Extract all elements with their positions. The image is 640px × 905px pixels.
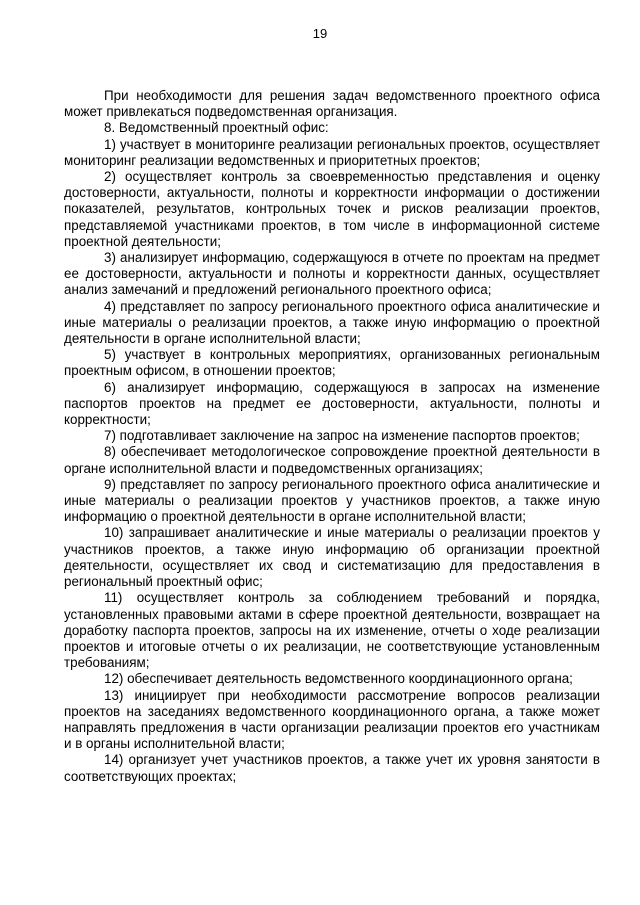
list-item-3: 3) анализирует информацию, содержащуюся в отчете по проектам на предмет ее достоверности, актуальности и полноты и корректности данных, осуществляет анализ замечаний и предложений регионального проектного офиса; [64, 250, 600, 298]
list-item-2: 2) осуществляет контроль за своевременностью представления и оценку достоверности, актуальности, полноты и корректности информации о достижении показателей, результатов, контрольных точек и рисков реализации проектов, представляемой участниками проектов, в том числе в информационной системе проектной деятельности; [64, 169, 600, 249]
list-item-12: 12) обеспечивает деятельность ведомственного координационного органа; [104, 671, 573, 687]
list-item-8: 8) обеспечивает методологическое сопровождение проектной деятельности в органе исполнительной власти и подведомственных организациях; [64, 444, 600, 476]
list-item-13: 13) инициирует при необходимости рассмотрение вопросов реализации проектов на заседаниях ведомственного координационного органа, а также может направлять предложения в части организации реализации проектов его участникам и в органы исполнительной власти; [64, 687, 600, 752]
list-item-6: 6) анализирует информацию, содержащуюся в запросах на изменение паспортов проектов на предмет ее достоверности, актуальности, полноты и корректности; [64, 379, 600, 428]
page-number: 19 [312, 26, 328, 41]
list-item-11: 11) осуществляет контроль за соблюдением требований и порядка, установленных правовыми актами в сфере проектной деятельности, возвращает на доработку паспорта проектов, запросы на их изменение, отчеты о ходе реализации проектов и итоговые отчеты о их реализации, не соответствующие установленным требованиям; [64, 590, 600, 671]
paragraph-intro: При необходимости для решения задач ведомственного проектного офиса может привлекаться подведомственная организация. [64, 88, 600, 120]
list-item-4: 4) представляет по запросу регионального проектного офиса аналитические и иные материалы о реализации проектов, а также иную информацию о проектной деятельности в органе исполнительной власти; [64, 298, 600, 347]
list-item-5: 5) участвует в контрольных мероприятиях, организованных региональным проектным офисом, в отношении проектов; [64, 347, 600, 379]
list-item-10: 10) запрашивает аналитические и иные материалы о реализации проектов у участников проектов, а также иную информацию об организации проектной деятельности, осуществляет их свод и систематизацию для предоставления в региональный проектный офис; [64, 525, 600, 590]
paragraph-section-8: 8. Ведомственный проектный офис: [104, 120, 329, 136]
list-item-9: 9) представляет по запросу регионального проектного офиса аналитические и иные материалы о реализации проектов у участников проектов, а также иную информацию о проектной деятельности в органе исполнительной власти; [64, 476, 600, 525]
list-item-14: 14) организует учет участников проектов, а также учет их уровня занятости в соответствующих проектах; [64, 752, 600, 784]
list-item-1: 1) участвует в мониторинге реализации региональных проектов, осуществляет мониторинг реализации ведомственных и приоритетных проектов; [64, 136, 600, 168]
document-body [64, 88, 600, 785]
list-item-7: 7) подготавливает заключение на запрос на изменение паспортов проектов; [104, 428, 580, 444]
